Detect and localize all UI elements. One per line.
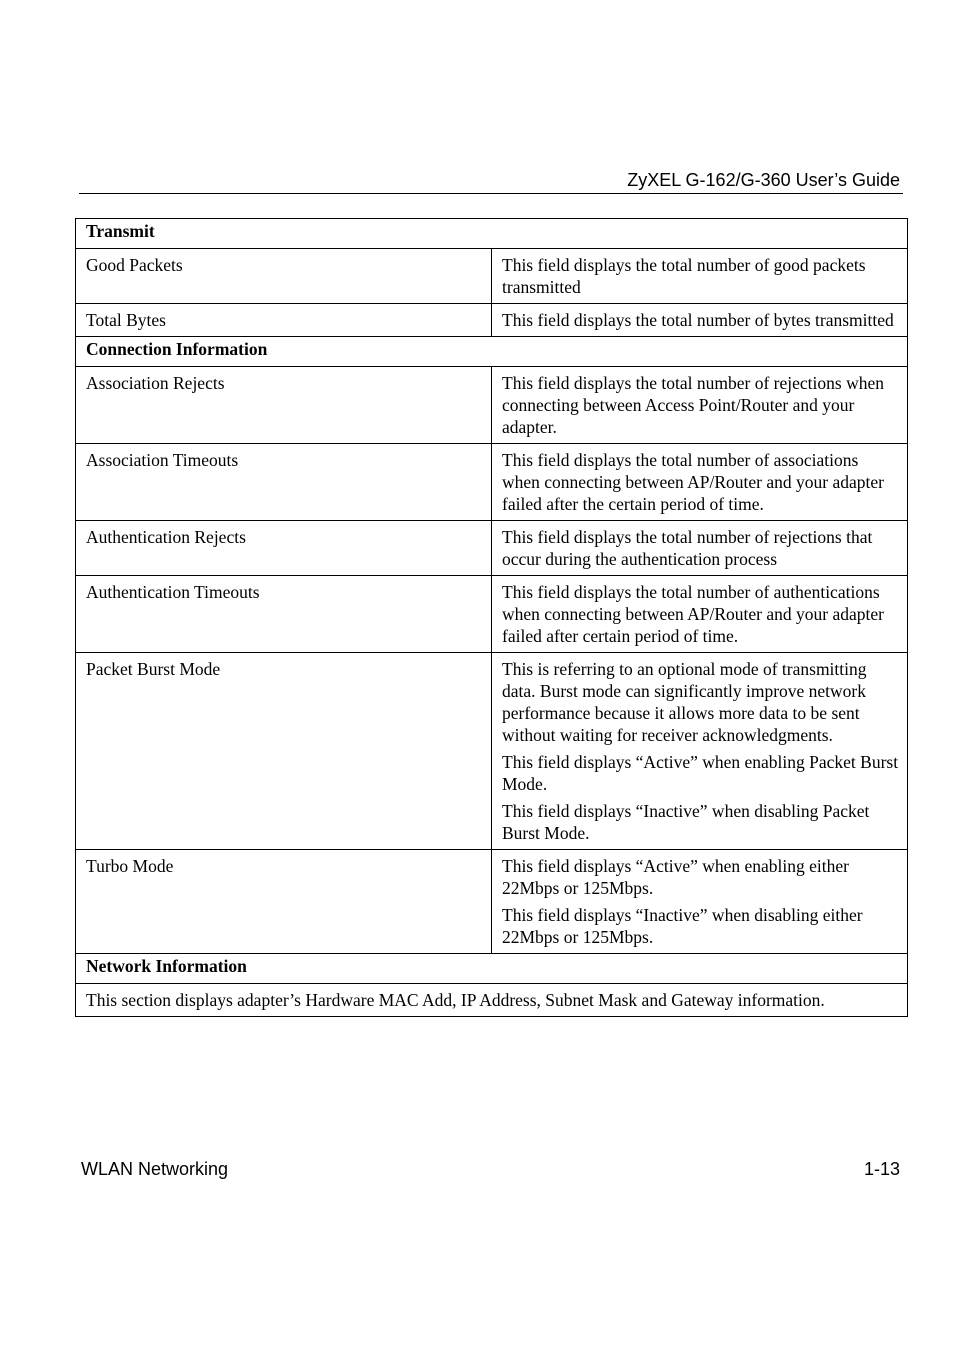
table-row bbox=[76, 444, 908, 521]
description-text: This is referring to an optional mode of transmitting data. Burst mode can significantly improve network performance because it allows more data to be sent without waiting for receiver acknowledgments. bbox=[502, 659, 867, 745]
page-header-title: ZyXEL G-162/G-360 User’s Guide bbox=[627, 170, 900, 190]
description-text: This field displays the total number of bytes transmitted bbox=[502, 310, 894, 330]
description-text: This field displays the total number of associations when connecting between AP/Router and your adapter failed after the certain period of time. bbox=[502, 450, 884, 514]
section-heading: Transmit bbox=[76, 219, 908, 249]
field-description-table bbox=[75, 218, 908, 1017]
description-text: This field displays “Active” when enabling Packet Burst Mode. bbox=[502, 752, 899, 794]
table-row bbox=[76, 304, 908, 337]
field-description bbox=[492, 521, 908, 576]
description-text: This field displays the total number of authentications when connecting between AP/Router and your adapter failed after certain period of time. bbox=[502, 582, 884, 646]
field-description bbox=[492, 653, 908, 850]
field-description bbox=[492, 444, 908, 521]
section-row-transmit bbox=[76, 219, 908, 249]
field-description bbox=[492, 249, 908, 304]
table-row bbox=[76, 576, 908, 653]
table-row bbox=[76, 249, 908, 304]
field-label: Authentication Rejects bbox=[76, 521, 492, 576]
field-label: Association Timeouts bbox=[76, 444, 492, 521]
field-description bbox=[492, 367, 908, 444]
section-heading: Connection Information bbox=[76, 337, 908, 367]
description-text: This field displays “Inactive” when disabling either 22Mbps or 125Mbps. bbox=[502, 905, 863, 947]
network-description: This section displays adapter’s Hardware MAC Add, IP Address, Subnet Mask and Gateway information. bbox=[76, 984, 908, 1017]
description-text: This field displays the total number of good packets transmitted bbox=[502, 255, 866, 297]
field-description bbox=[492, 576, 908, 653]
field-label: Turbo Mode bbox=[76, 850, 492, 954]
table-row bbox=[76, 850, 908, 954]
footer-page-number: 1-13 bbox=[863, 1159, 900, 1179]
description-text: This field displays the total number of rejections when connecting between Access Point/Router and your adapter. bbox=[502, 373, 884, 437]
field-label: Good Packets bbox=[76, 249, 492, 304]
table-row bbox=[76, 367, 908, 444]
table-row bbox=[76, 653, 908, 850]
field-description bbox=[492, 850, 908, 954]
table-row bbox=[76, 521, 908, 576]
field-label: Association Rejects bbox=[76, 367, 492, 444]
description-text: This field displays “Active” when enabling either 22Mbps or 125Mbps. bbox=[502, 856, 849, 898]
field-description bbox=[492, 304, 908, 337]
field-label: Authentication Timeouts bbox=[76, 576, 492, 653]
section-row-connection bbox=[76, 337, 908, 367]
table-row bbox=[76, 984, 908, 1017]
section-row-network bbox=[76, 954, 908, 984]
footer-section-name: WLAN Networking bbox=[81, 1159, 229, 1179]
section-heading: Network Information bbox=[76, 954, 908, 984]
field-label: Total Bytes bbox=[76, 304, 492, 337]
header-divider bbox=[79, 193, 903, 194]
description-text: This field displays the total number of rejections that occur during the authentication process bbox=[502, 527, 873, 569]
field-label: Packet Burst Mode bbox=[76, 653, 492, 850]
description-text: This field displays “Inactive” when disabling Packet Burst Mode. bbox=[502, 801, 870, 843]
